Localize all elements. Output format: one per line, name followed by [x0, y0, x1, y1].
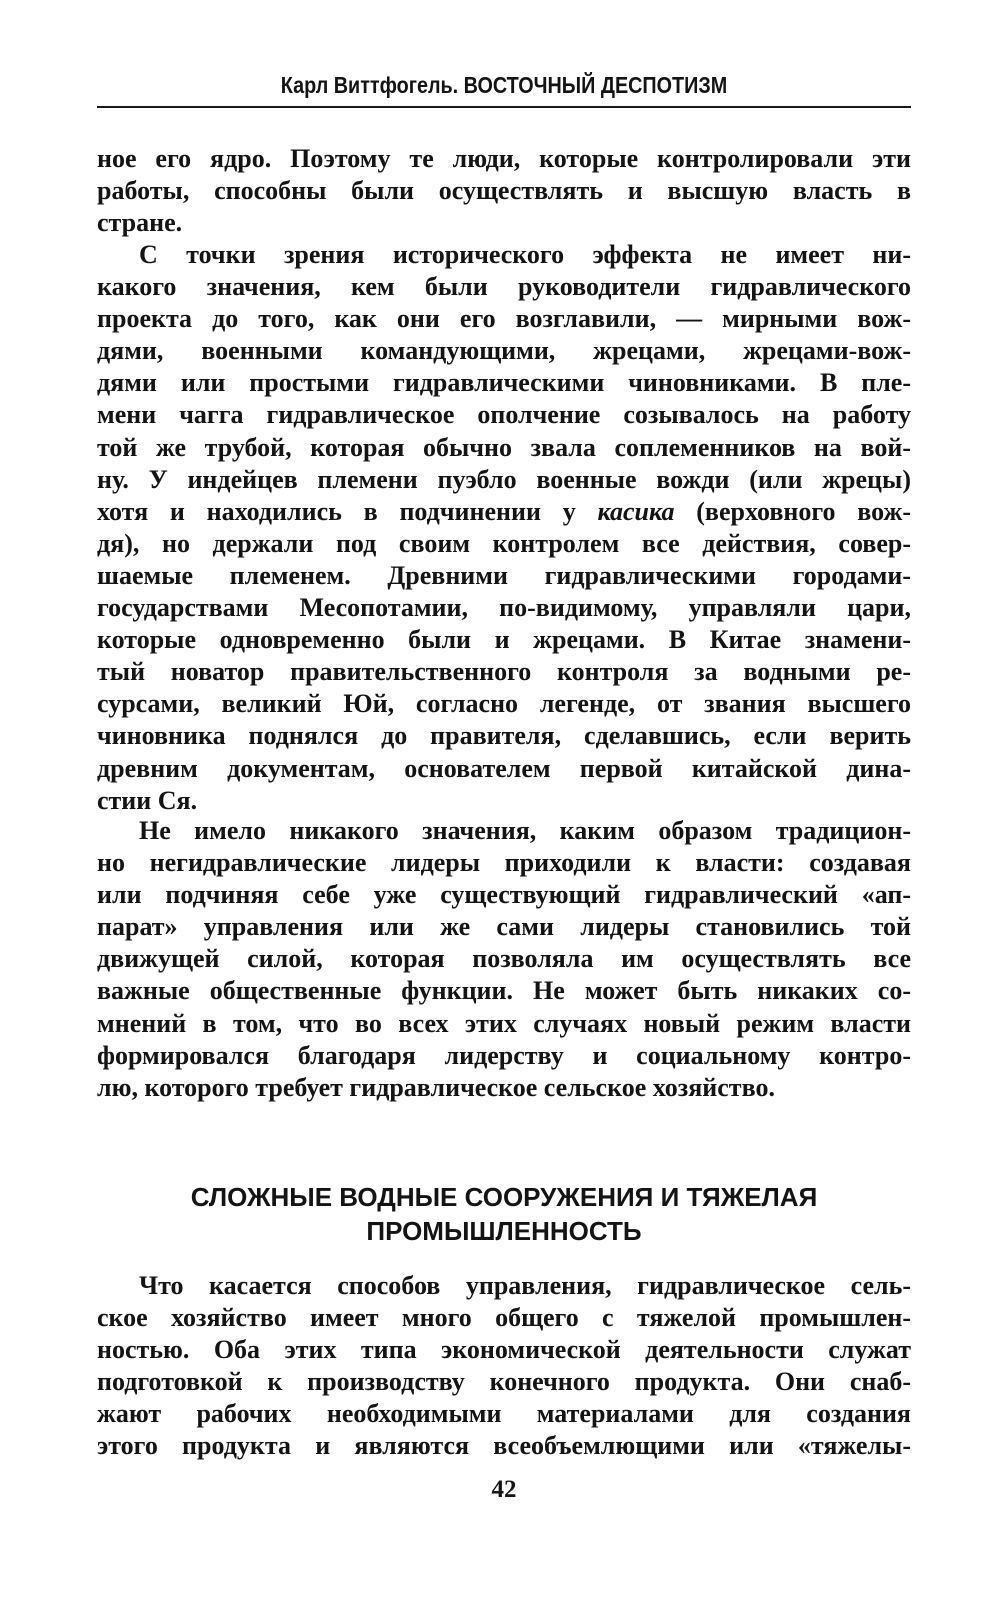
- paragraph-line: тый новатор правительственного контроля за водными ре-: [97, 657, 911, 687]
- paragraph-line: лю, которого требует гидравлическое сельское хозяйство.: [97, 1072, 775, 1102]
- paragraph-line: чиновника поднялся до правителя, сделавшись, если верить: [97, 721, 911, 751]
- paragraph-line: С точки зрения исторического эффекта не имеет ни-: [139, 240, 911, 269]
- section-heading-line: ПРОМЫШЛЕННОСТЬ: [366, 1216, 642, 1246]
- paragraph-line: или подчиняя себе уже существующий гидравлический «ап-: [97, 880, 911, 910]
- paragraph-line: мени чагга гидравлическое ополчение созывалось на работу: [97, 400, 911, 430]
- paragraph-line: дями, военными командующими, жрецами, жрецами-вож-: [97, 336, 911, 366]
- paragraph-2: [97, 239, 911, 817]
- paragraph-line: той же трубой, которая обычно звала соплеменников на вой-: [97, 432, 911, 462]
- paragraph-line: шаемые племенем. Древними гидравлическими городами-: [97, 560, 911, 590]
- paragraph-4: [97, 1270, 911, 1463]
- paragraph-line: этого продукта и являются всеобъемлющими или «тяжелы-: [97, 1431, 911, 1461]
- paragraph-line: стии Ся.: [97, 785, 198, 815]
- paragraph-line: ное его ядро. Поэтому те люди, которые контролировали эти: [97, 144, 911, 173]
- paragraph-line: государствами Месопотамии, по-видимому, управляли цари,: [97, 593, 911, 623]
- paragraph-line: ское хозяйство имеет много общего с тяжелой промышлен-: [97, 1303, 911, 1333]
- paragraph-line: дями или простыми гидравлическими чиновниками. В пле-: [97, 368, 911, 398]
- paragraph-line: которые одновременно были и жрецами. В Китае знамени-: [97, 625, 911, 655]
- paragraph-line: древним документам, основателем первой китайской дина-: [97, 753, 911, 783]
- paragraph-line: работы, способны были осуществлять и высшую власть в: [97, 176, 911, 206]
- paragraph-line: важные общественные функции. Не может быть никаких со-: [97, 976, 911, 1006]
- paragraph-line: парат» управления или же сами лидеры становились той: [97, 912, 911, 942]
- paragraph-3: [97, 815, 911, 1104]
- paragraph-line: стране.: [97, 208, 183, 238]
- paragraph-line: подготовкой к производству конечного продукта. Они снаб-: [97, 1367, 911, 1397]
- paragraph-1: [97, 143, 911, 239]
- line-text: (верховного вож-: [674, 496, 911, 526]
- paragraph-line: движущей силой, которая позволяла им осуществлять все: [97, 944, 911, 974]
- header-rule: [97, 106, 911, 108]
- italic-term: касика: [597, 496, 675, 526]
- paragraph-line: проекта до того, как они его возглавили, — мирными вож-: [97, 304, 911, 334]
- paragraph-line: [97, 496, 911, 528]
- paragraph-line: Не имело никакого значения, каким образом традицион-: [139, 816, 911, 845]
- paragraph-line: дя), но держали под своим контролем все действия, совер-: [97, 528, 911, 558]
- section-heading: [97, 1180, 911, 1248]
- page-number: 42: [491, 1476, 517, 1503]
- paragraph-line: Что касается способов управления, гидравлическое сель-: [139, 1271, 911, 1300]
- paragraph-line: но негидравлические лидеры приходили к власти: создавая: [97, 848, 911, 878]
- running-header: Карл Виттфогель. ВОСТОЧНЫЙ ДЕСПОТИЗМ: [280, 72, 728, 98]
- paragraph-line: мнений в том, что во всех этих случаях новый режим власти: [97, 1008, 911, 1038]
- paragraph-line: сурсами, великий Юй, согласно легенде, от звания высшего: [97, 689, 911, 719]
- paragraph-line: ностью. Оба этих типа экономической деятельности служат: [97, 1335, 911, 1365]
- paragraph-line: жают рабочих необходимыми материалами для создания: [97, 1399, 911, 1429]
- line-text: хотя и находились в подчинении у: [97, 496, 598, 526]
- paragraph-line: формировался благодаря лидерству и социальному контро-: [97, 1040, 911, 1070]
- paragraph-line: ну. У индейцев племени пуэбло военные вожди (или жрецы): [97, 464, 911, 494]
- paragraph-line: какого значения, кем были руководители гидравлического: [97, 272, 911, 302]
- section-heading-line: СЛОЖНЫЕ ВОДНЫЕ СООРУЖЕНИЯ И ТЯЖЕЛАЯ: [190, 1182, 818, 1212]
